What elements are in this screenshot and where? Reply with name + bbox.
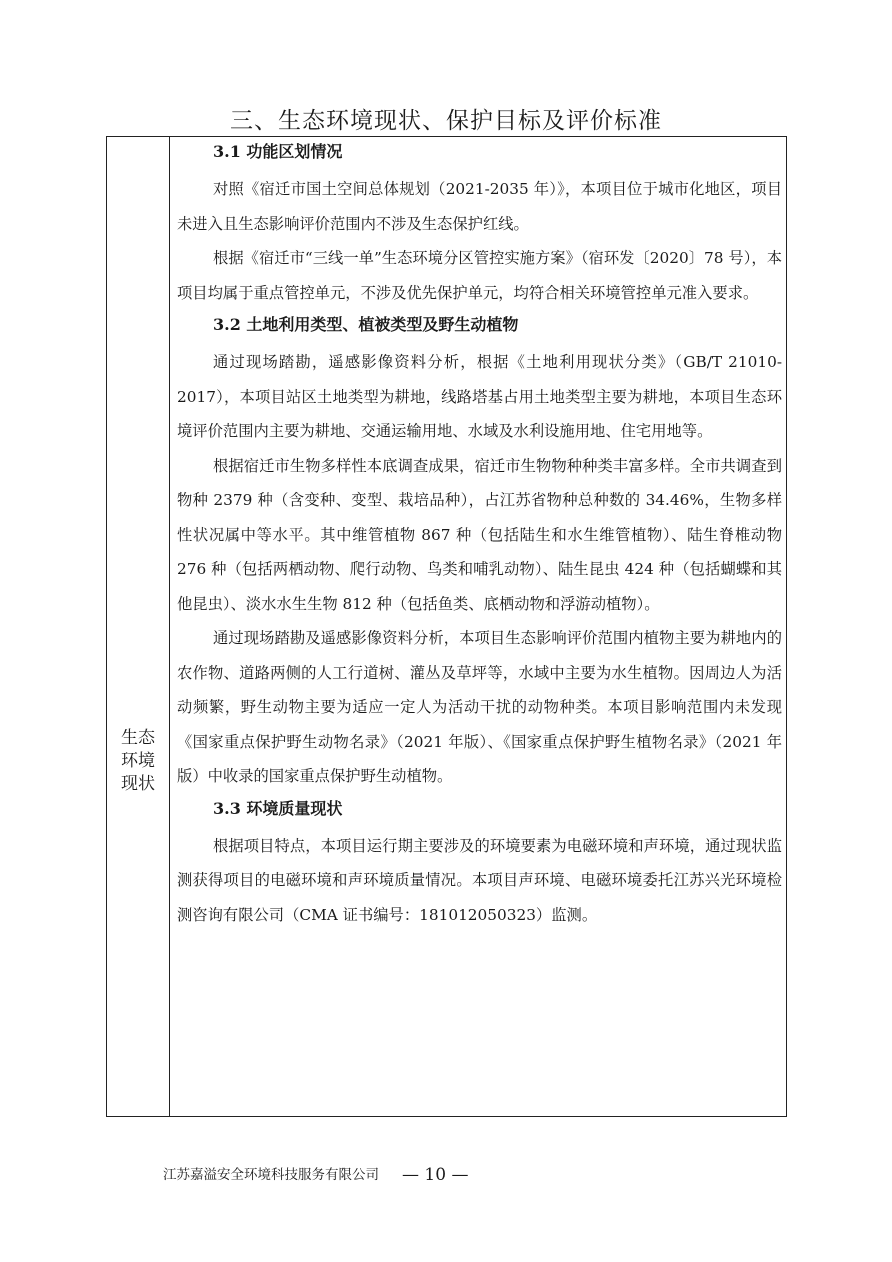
paragraph: 通过现场踏勘及遥感影像资料分析，本项目生态影响评价范围内植物主要为耕地内的农作物、道路两侧的人工行道树、灌丛及草坪等，水域中主要为水生植物。因周边人为活动频繁，野生动物主要为适应一定人为活动干扰的动物种类。本项目影响范围内未发现《国家重点保护野生动物名录》（2021 年版）、《国家重点保护野生植物名录》（2021 年版）中收录的国家重点保护野生动植物。 xyxy=(177,629,782,785)
paragraph: 根据宿迁市生物多样性本底调查成果，宿迁市生物物种种类丰富多样。全市共调查到物种 2379 种（含变种、变型、栽培品种），占江苏省物种总种数的 34.46%，生物多样性状况属中等水平。其中维管植物 867 种（包括陆生和水生维管植物）、陆生脊椎动物 276 种（包括两栖动物、爬行动物、鸟类和哺乳动物）、陆生昆虫 424 种（包括蝴蝶和其他昆虫）、淡水水生生物 812 种（包括鱼类、底栖动物和浮游动植物）。 xyxy=(177,456,782,613)
paragraph: 通过现场踏勘，遥感影像资料分析，根据《土地利用现状分类》（GB/T 21010-2017），本项目站区土地类型为耕地，线路塔基占用土地类型主要为耕地，本项目生态环境评价范围内主要为耕地、交通运输用地、水域及水利设施用地、住宅用地等。 xyxy=(177,353,782,440)
paragraph: 对照《宿迁市国土空间总体规划（2021-2035 年）》，本项目位于城市化地区，项目未进入且生态影响评价范围内不涉及生态保护红线。 xyxy=(177,180,782,233)
paragraph: 根据《宿迁市“三线一单”生态环境分区管控实施方案》（宿环发〔2020〕78 号），本项目均属于重点管控单元，不涉及优先保护单元，均符合相关环境管控单元准入要求。 xyxy=(177,249,782,302)
section-heading: 3.2 土地利用类型、植被类型及野生动植物 xyxy=(213,315,519,334)
page-number: — 10 — xyxy=(402,1165,469,1185)
content-table xyxy=(106,136,787,1117)
paragraph: 根据项目特点，本项目运行期主要涉及的环境要素为电磁环境和声环境，通过现状监测获得项目的电磁环境和声环境质量情况。本项目声环境、电磁环境委托江苏兴光环境检测咨询有限公司（CMA 证书编号：181012050323）监测。 xyxy=(177,836,782,924)
content-cell xyxy=(177,137,782,932)
page-footer xyxy=(0,1163,892,1193)
page-title: 三、生态环境现状、保护目标及评价标准 xyxy=(230,108,662,134)
section-heading: 3.1 功能区划情况 xyxy=(213,142,343,161)
section-heading: 3.3 环境质量现状 xyxy=(213,798,343,818)
footer-company: 江苏嘉溢安全环境科技服务有限公司 xyxy=(163,1167,379,1183)
row-label-cell xyxy=(107,137,170,1116)
row-label: 生态环境现状 xyxy=(121,728,155,794)
